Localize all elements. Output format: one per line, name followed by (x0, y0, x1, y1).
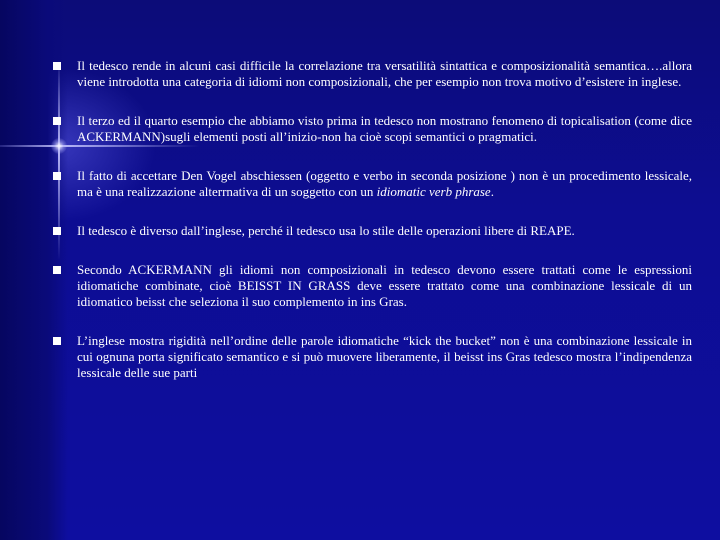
bullet-item-5 (50, 262, 692, 310)
bullet-text-3-plain: Il fatto di accettare Den Vogel abschiessen (oggetto e verbo in seconda posizione ) non è un procedimento lessicale, ma è una realizzazione alterrnativa di un soggetto con un (77, 168, 692, 199)
square-bullet-icon (53, 227, 61, 235)
bullet-item-3 (50, 168, 692, 200)
bullet-item-2 (50, 113, 692, 145)
square-bullet-icon (53, 117, 61, 125)
bullet-text-3-end: . (490, 184, 494, 199)
bullet-item-4 (50, 223, 692, 239)
bullet-text-1: Il tedesco rende in alcuni casi difficile la correlazione tra versatilità sintattica e composizionalità semantica….allora viene introdotta una categoria di idiomi non composizionali, che per esempio non trova motivo d’esistere in inglese. (77, 58, 692, 89)
bullet-item-6 (50, 333, 692, 381)
bullet-item-1 (50, 58, 692, 90)
bullet-text-4: Il tedesco è diverso dall’inglese, perché il tedesco usa lo stile delle operazioni libere di REAPE. (77, 223, 575, 238)
bullet-text-5: Secondo ACKERMANN gli idiomi non composizionali in tedesco devono essere trattati come le espressioni idiomatiche combinate, cioè BEISST IN GRASS deve essere trattato come una combinazione lessicale di un idiomatico beisst che seleziona il suo complemento in ins Gras. (77, 262, 692, 309)
square-bullet-icon (53, 337, 61, 345)
bullet-text-6: L’inglese mostra rigidità nell’ordine delle parole idiomatiche “kick the bucket” non è una combinazione lessicale in cui ognuna porta significato semantico e si può muovere liberamente, il beisst ins Gras tedesco mostra l’indipendenza lessicale delle sue parti (77, 333, 692, 380)
square-bullet-icon (53, 172, 61, 180)
bullet-list (50, 58, 692, 404)
bullet-text-3 (77, 168, 692, 199)
bullet-text-3-italic: idiomatic verb phrase (376, 184, 491, 199)
bullet-text-2: Il terzo ed il quarto esempio che abbiamo visto prima in tedesco non mostrano fenomeno di topicalisation (come dice ACKERMANN)sugli elementi posti all’inizio-non ha cioè scopi semantici o pragmatici. (77, 113, 692, 144)
square-bullet-icon (53, 62, 61, 70)
square-bullet-icon (53, 266, 61, 274)
